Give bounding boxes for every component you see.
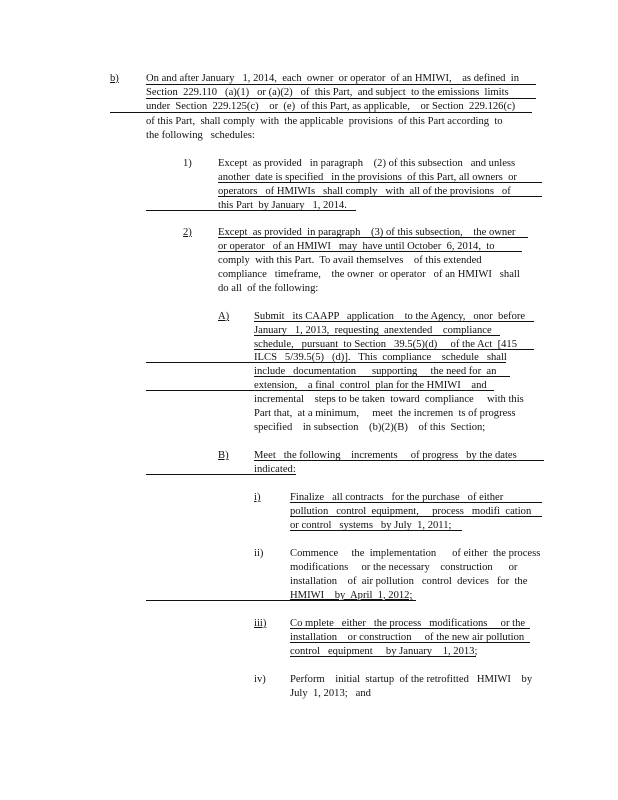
item-1-label: 1): [183, 158, 192, 169]
item-i-label: i): [254, 492, 261, 503]
section-b-line-4: of this Part, shall comply with the applicable provisions of this Part according to: [146, 116, 503, 127]
section-b-line-1: On and after January 1, 2014, each owner or operator of an HMIWI, as defined in: [146, 73, 520, 84]
item-B-line-1: Meet the following increments of progress by the dates: [254, 450, 517, 461]
item-ii-line-4: HMIWI by April 1, 2012;: [290, 590, 413, 601]
revision-underline: [146, 210, 356, 211]
revision-underline: [146, 474, 296, 475]
section-b-line-2: Section 229.110 (a)(1) or (a)(2) of this Part, and subject to the emissions limits: [146, 87, 509, 98]
item-A-line-8: Part that, at a minimum, meet the incremen ts of progress: [254, 408, 516, 419]
item-A-line-6: extension, a final control plan for the HMIWI and: [254, 380, 487, 391]
item-i-line-1: Finalize all contracts for the purchase of either: [290, 492, 504, 503]
item-A-line-9: specified in subsection (b)(2)(B) of this Section;: [254, 422, 486, 433]
revision-underline: [290, 530, 462, 531]
item-2-label: 2): [183, 227, 192, 238]
item-ii-line-3: installation of air pollution control devices for the: [290, 576, 528, 587]
revision-underline: [146, 390, 494, 391]
item-i-line-2: pollution control equipment, process modifi cation: [290, 506, 532, 517]
item-2-line-2: or operator of an HMIWI may have until October 6, 2014, to: [218, 241, 495, 252]
item-A-line-4: ILCS 5/39.5(5) (d)]. This compliance schedule shall: [254, 352, 507, 363]
item-1-line-1: Except as provided in paragraph (2) of this subsection and unless: [218, 158, 516, 169]
item-ii-line-2: modifications or the necessary construction or: [290, 562, 518, 573]
revision-underline: [254, 335, 500, 336]
item-ii-line-1: Commence the implementation of either the process: [290, 548, 541, 559]
item-A-line-7: incremental steps to be taken toward compliance with this: [254, 394, 524, 405]
section-b-label: b): [110, 73, 119, 84]
item-2-line-3: comply with this Part. To avail themselves of this extended: [218, 255, 482, 266]
revision-underline: [290, 642, 530, 643]
item-A-line-5: include documentation supporting the need for an: [254, 366, 497, 377]
item-ii-label: ii): [254, 548, 264, 559]
revision-underline: [254, 376, 510, 377]
item-1-line-2: another date is specified in the provisions of this Part, all owners or: [218, 172, 517, 183]
revision-underline: [146, 362, 506, 363]
revision-underline: [146, 112, 532, 113]
item-2-line-4: compliance timeframe, the owner or operator of an HMIWI shall: [218, 269, 520, 280]
revision-underline: [146, 600, 416, 601]
revision-underline: [254, 321, 534, 322]
item-iii-line-1: Co mplete either the process modifications or the: [290, 618, 526, 629]
item-2-line-1: Except as provided in paragraph (3) of this subsection, the owner: [218, 227, 516, 238]
revision-underline: [290, 656, 476, 657]
item-iv-label: iv): [254, 674, 266, 685]
item-1-line-4: this Part by January 1, 2014.: [218, 200, 347, 211]
item-B-label: B): [218, 450, 229, 461]
item-i-line-3: or control systems by July 1, 2011;: [290, 520, 452, 531]
revision-underline: [218, 237, 528, 238]
item-2-line-5: do all of the following:: [218, 283, 319, 294]
revision-underline: [146, 98, 536, 99]
item-iii-line-3: control equipment by January 1, 2013;: [290, 646, 478, 657]
item-iii-line-2: installation or construction of the new air pollution: [290, 632, 525, 643]
revision-underline: [218, 251, 522, 252]
revision-underline: [110, 112, 146, 113]
revision-underline: [290, 516, 542, 517]
revision-underline: [146, 84, 536, 85]
item-A-label: A): [218, 311, 230, 322]
revision-underline: [290, 628, 530, 629]
revision-underline: [218, 182, 542, 183]
item-B-line-2: indicated:: [254, 464, 296, 475]
revision-underline: [290, 502, 542, 503]
item-1-line-3: operators of HMIWIs shall comply with all of the provisions of: [218, 186, 511, 197]
revision-underline: [218, 196, 542, 197]
item-A-line-2: January 1, 2013, requesting anextended compliance: [254, 325, 492, 336]
revision-underline: [254, 349, 534, 350]
item-iv-line-1: Perform initial startup of the retrofitted HMIWI by: [290, 674, 533, 685]
section-b-line-5: the following schedules:: [146, 130, 255, 141]
item-A-line-3: schedule, pursuant to Section 39.5(5)(d) of the Act [415: [254, 339, 518, 350]
section-b-line-3: under Section 229.125(c) or (e) of this Part, as applicable, or Section 229.126(c): [146, 101, 516, 112]
item-iv-line-2: July 1, 2013; and: [290, 688, 371, 699]
item-A-line-1: Submit its CAAPP application to the Agency, onor before: [254, 311, 526, 322]
item-iii-label: iii): [254, 618, 267, 629]
revision-underline: [254, 460, 544, 461]
